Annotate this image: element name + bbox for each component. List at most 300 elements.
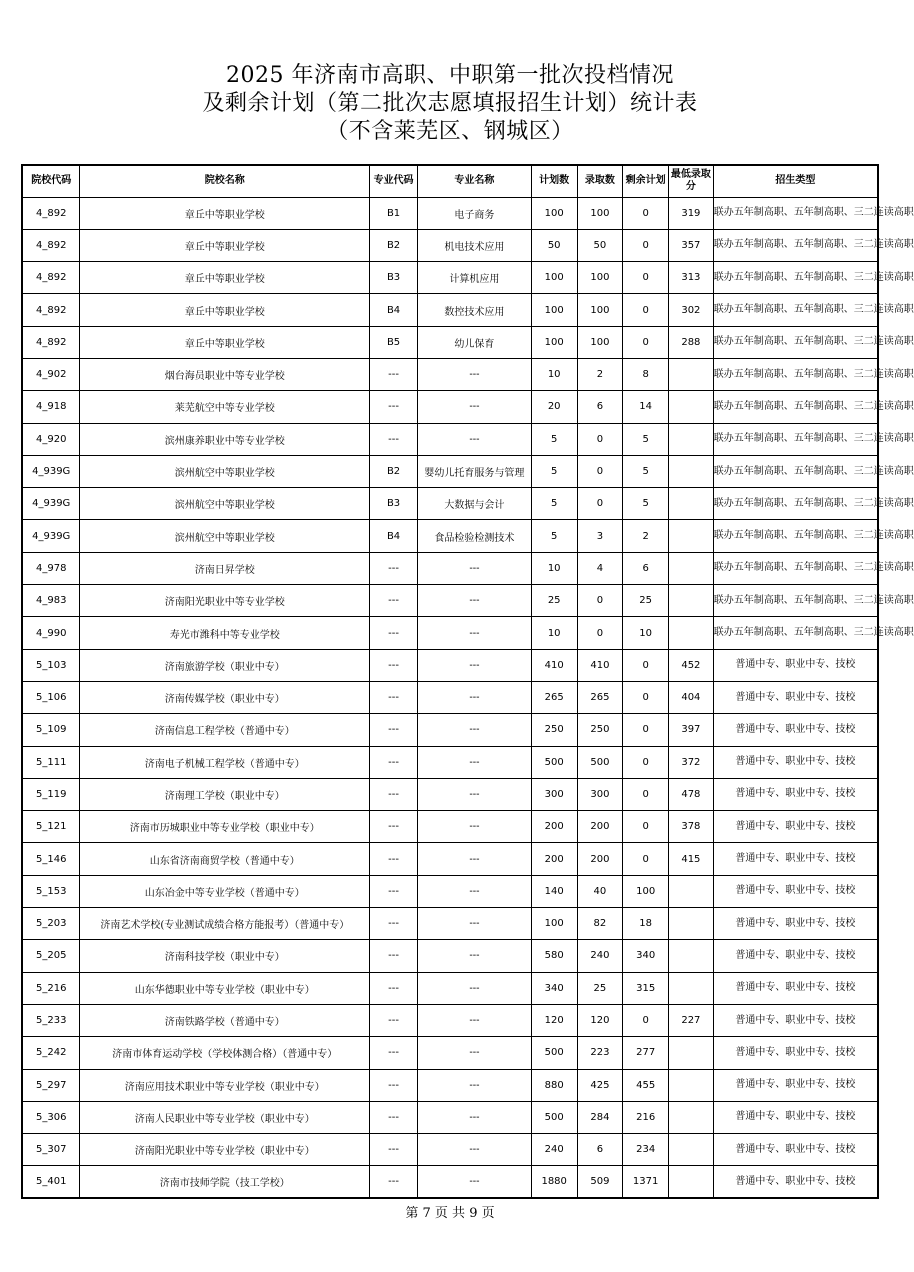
- type-cell: 联办五年制高职、五年制高职、三二连读高职: [713, 358, 878, 390]
- major-code-cell: B2: [370, 455, 418, 487]
- table-row: [22, 875, 878, 907]
- header-admitted: 录取数: [577, 165, 623, 197]
- school-code-cell: 4_892: [22, 262, 80, 294]
- remaining-cell: 8: [623, 358, 669, 390]
- type-cell: 普通中专、职业中专、技校: [713, 778, 878, 810]
- table-row: [22, 585, 878, 617]
- min-score-cell: [669, 908, 714, 940]
- type-cell: 普通中专、职业中专、技校: [713, 714, 878, 746]
- plan-cell: 10: [531, 552, 577, 584]
- type-cell: 普通中专、职业中专、技校: [713, 811, 878, 843]
- table-row: [22, 1004, 878, 1036]
- remaining-cell: 0: [623, 1004, 669, 1036]
- major-name-cell: ---: [417, 1037, 531, 1069]
- remaining-cell: 100: [623, 875, 669, 907]
- major-name-cell: ---: [417, 552, 531, 584]
- type-cell: 普通中专、职业中专、技校: [713, 1037, 878, 1069]
- school-code-cell: 5_306: [22, 1101, 80, 1133]
- admitted-cell: 4: [577, 552, 623, 584]
- admitted-cell: 2: [577, 358, 623, 390]
- remaining-cell: 0: [623, 326, 669, 358]
- min-score-cell: [669, 423, 714, 455]
- type-cell: 联办五年制高职、五年制高职、三二连读高职: [713, 520, 878, 552]
- major-code-cell: ---: [370, 617, 418, 649]
- remaining-cell: 2: [623, 520, 669, 552]
- document-title: [0, 62, 900, 146]
- type-cell: 普通中专、职业中专、技校: [713, 1069, 878, 1101]
- major-name-cell: 机电技术应用: [417, 229, 531, 261]
- school-name-cell: 济南日昇学校: [80, 552, 370, 584]
- major-name-cell: 计算机应用: [417, 262, 531, 294]
- title-line-2: 及剩余计划（第二批次志愿填报招生计划）统计表: [202, 91, 698, 116]
- major-code-cell: ---: [370, 843, 418, 875]
- table-row: [22, 972, 878, 1004]
- admitted-cell: 0: [577, 423, 623, 455]
- admitted-cell: 509: [577, 1166, 623, 1198]
- plan-cell: 10: [531, 358, 577, 390]
- table-row: [22, 811, 878, 843]
- min-score-cell: [669, 972, 714, 1004]
- table-row: [22, 1134, 878, 1166]
- plan-cell: 300: [531, 778, 577, 810]
- type-cell: 普通中专、职业中专、技校: [713, 1004, 878, 1036]
- school-code-cell: 5_109: [22, 714, 80, 746]
- plan-cell: 1880: [531, 1166, 577, 1198]
- min-score-cell: [669, 940, 714, 972]
- remaining-cell: 0: [623, 262, 669, 294]
- min-score-cell: [669, 1134, 714, 1166]
- school-code-cell: 5_106: [22, 681, 80, 713]
- school-code-cell: 5_307: [22, 1134, 80, 1166]
- major-code-cell: ---: [370, 778, 418, 810]
- table-row: [22, 197, 878, 229]
- school-name-cell: 山东省济南商贸学校（普通中专）: [80, 843, 370, 875]
- remaining-cell: 25: [623, 585, 669, 617]
- plan-cell: 100: [531, 262, 577, 294]
- remaining-cell: 5: [623, 455, 669, 487]
- school-code-cell: 5_297: [22, 1069, 80, 1101]
- admitted-cell: 100: [577, 262, 623, 294]
- school-name-cell: 烟台海员职业中等专业学校: [80, 358, 370, 390]
- min-score-cell: [669, 520, 714, 552]
- admitted-cell: 300: [577, 778, 623, 810]
- remaining-cell: 5: [623, 488, 669, 520]
- plan-cell: 880: [531, 1069, 577, 1101]
- type-cell: 联办五年制高职、五年制高职、三二连读高职: [713, 488, 878, 520]
- admitted-cell: 250: [577, 714, 623, 746]
- admitted-cell: 120: [577, 1004, 623, 1036]
- type-cell: 普通中专、职业中专、技校: [713, 1101, 878, 1133]
- school-code-cell: 4_978: [22, 552, 80, 584]
- major-code-cell: ---: [370, 552, 418, 584]
- min-score-cell: [669, 552, 714, 584]
- school-code-cell: 5_121: [22, 811, 80, 843]
- min-score-cell: [669, 455, 714, 487]
- major-code-cell: B1: [370, 197, 418, 229]
- school-name-cell: 济南传媒学校（职业中专）: [80, 681, 370, 713]
- school-name-cell: 济南电子机械工程学校（普通中专）: [80, 746, 370, 778]
- min-score-cell: [669, 358, 714, 390]
- school-name-cell: 山东华德职业中等专业学校（职业中专）: [80, 972, 370, 1004]
- major-code-cell: B3: [370, 262, 418, 294]
- major-code-cell: ---: [370, 908, 418, 940]
- school-code-cell: 5_153: [22, 875, 80, 907]
- remaining-cell: 0: [623, 294, 669, 326]
- table-row: [22, 714, 878, 746]
- table-row: [22, 746, 878, 778]
- school-code-cell: 4_939G: [22, 488, 80, 520]
- school-name-cell: 莱芜航空中等专业学校: [80, 391, 370, 423]
- major-code-cell: ---: [370, 1069, 418, 1101]
- school-code-cell: 4_902: [22, 358, 80, 390]
- school-code-cell: 4_892: [22, 294, 80, 326]
- major-name-cell: ---: [417, 1101, 531, 1133]
- table-row: [22, 552, 878, 584]
- min-score-cell: 288: [669, 326, 714, 358]
- table-row: [22, 843, 878, 875]
- major-code-cell: ---: [370, 972, 418, 1004]
- school-code-cell: 4_892: [22, 229, 80, 261]
- remaining-cell: 0: [623, 649, 669, 681]
- table-row: [22, 649, 878, 681]
- school-name-cell: 章丘中等职业学校: [80, 197, 370, 229]
- table-row: [22, 229, 878, 261]
- header-school-name: 院校名称: [80, 165, 370, 197]
- major-name-cell: 食品检验检测技术: [417, 520, 531, 552]
- plan-cell: 5: [531, 520, 577, 552]
- title-line-1: 2025 年济南市高职、中职第一批次投档情况: [226, 63, 674, 88]
- table-row: [22, 617, 878, 649]
- plan-cell: 500: [531, 1101, 577, 1133]
- plan-cell: 5: [531, 455, 577, 487]
- school-name-cell: 济南理工学校（职业中专）: [80, 778, 370, 810]
- major-code-cell: ---: [370, 585, 418, 617]
- admitted-cell: 50: [577, 229, 623, 261]
- min-score-cell: 452: [669, 649, 714, 681]
- admitted-cell: 425: [577, 1069, 623, 1101]
- major-name-cell: ---: [417, 1069, 531, 1101]
- type-cell: 联办五年制高职、五年制高职、三二连读高职: [713, 617, 878, 649]
- school-name-cell: 济南信息工程学校（普通中专）: [80, 714, 370, 746]
- major-code-cell: B3: [370, 488, 418, 520]
- type-cell: 联办五年制高职、五年制高职、三二连读高职: [713, 197, 878, 229]
- type-cell: 普通中专、职业中专、技校: [713, 875, 878, 907]
- major-name-cell: ---: [417, 585, 531, 617]
- remaining-cell: 216: [623, 1101, 669, 1133]
- min-score-cell: [669, 1037, 714, 1069]
- min-score-cell: 478: [669, 778, 714, 810]
- major-code-cell: ---: [370, 1037, 418, 1069]
- min-score-cell: 404: [669, 681, 714, 713]
- table-row: [22, 358, 878, 390]
- type-cell: 联办五年制高职、五年制高职、三二连读高职: [713, 326, 878, 358]
- major-name-cell: 大数据与会计: [417, 488, 531, 520]
- type-cell: 联办五年制高职、五年制高职、三二连读高职: [713, 455, 878, 487]
- type-cell: 普通中专、职业中专、技校: [713, 1166, 878, 1198]
- major-name-cell: 婴幼儿托育服务与管理: [417, 455, 531, 487]
- header-remaining: 剩余计划: [623, 165, 669, 197]
- major-name-cell: ---: [417, 617, 531, 649]
- type-cell: 普通中专、职业中专、技校: [713, 649, 878, 681]
- school-name-cell: 济南应用技术职业中等专业学校（职业中专）: [80, 1069, 370, 1101]
- major-name-cell: 电子商务: [417, 197, 531, 229]
- plan-cell: 140: [531, 875, 577, 907]
- school-code-cell: 5_119: [22, 778, 80, 810]
- admitted-cell: 6: [577, 391, 623, 423]
- plan-cell: 100: [531, 197, 577, 229]
- admission-table: [21, 164, 914, 1199]
- major-name-cell: ---: [417, 908, 531, 940]
- admitted-cell: 0: [577, 585, 623, 617]
- major-name-cell: ---: [417, 714, 531, 746]
- major-name-cell: ---: [417, 1166, 531, 1198]
- admitted-cell: 100: [577, 197, 623, 229]
- type-cell: 普通中专、职业中专、技校: [713, 746, 878, 778]
- remaining-cell: 0: [623, 778, 669, 810]
- major-name-cell: ---: [417, 778, 531, 810]
- remaining-cell: 5: [623, 423, 669, 455]
- plan-cell: 5: [531, 423, 577, 455]
- title-line-3: （不含莱芜区、钢城区）: [326, 119, 574, 144]
- school-name-cell: 济南艺术学校(专业测试成绩合格方能报考）（普通中专）: [80, 908, 370, 940]
- major-name-cell: ---: [417, 875, 531, 907]
- school-name-cell: 济南市历城职业中等专业学校（职业中专）: [80, 811, 370, 843]
- min-score-cell: 302: [669, 294, 714, 326]
- major-code-cell: ---: [370, 1004, 418, 1036]
- min-score-cell: 415: [669, 843, 714, 875]
- admitted-cell: 0: [577, 455, 623, 487]
- header-min-score: 最低录取分: [669, 165, 714, 197]
- table-row: [22, 1101, 878, 1133]
- admitted-cell: 223: [577, 1037, 623, 1069]
- table-row: [22, 681, 878, 713]
- min-score-cell: [669, 585, 714, 617]
- remaining-cell: 6: [623, 552, 669, 584]
- major-name-cell: ---: [417, 1134, 531, 1166]
- table-row: [22, 940, 878, 972]
- remaining-cell: 0: [623, 746, 669, 778]
- type-cell: 普通中专、职业中专、技校: [713, 940, 878, 972]
- major-code-cell: ---: [370, 714, 418, 746]
- table-body: [22, 197, 914, 1198]
- remaining-cell: 0: [623, 843, 669, 875]
- min-score-cell: 313: [669, 262, 714, 294]
- school-name-cell: 章丘中等职业学校: [80, 229, 370, 261]
- plan-cell: 410: [531, 649, 577, 681]
- table-row: [22, 423, 878, 455]
- table-row: [22, 488, 878, 520]
- type-cell: 普通中专、职业中专、技校: [713, 972, 878, 1004]
- table-row: [22, 908, 878, 940]
- type-cell: 联办五年制高职、五年制高职、三二连读高职: [713, 262, 878, 294]
- school-code-cell: 5_103: [22, 649, 80, 681]
- remaining-cell: 0: [623, 681, 669, 713]
- plan-cell: 20: [531, 391, 577, 423]
- admitted-cell: 240: [577, 940, 623, 972]
- min-score-cell: 227: [669, 1004, 714, 1036]
- type-cell: 联办五年制高职、五年制高职、三二连读高职: [713, 229, 878, 261]
- min-score-cell: [669, 488, 714, 520]
- type-cell: 普通中专、职业中专、技校: [713, 681, 878, 713]
- type-cell: 联办五年制高职、五年制高职、三二连读高职: [713, 552, 878, 584]
- table-row: [22, 1037, 878, 1069]
- major-name-cell: ---: [417, 358, 531, 390]
- major-code-cell: B5: [370, 326, 418, 358]
- school-name-cell: 章丘中等职业学校: [80, 326, 370, 358]
- header-row: [22, 165, 878, 197]
- major-code-cell: ---: [370, 681, 418, 713]
- school-code-cell: 5_233: [22, 1004, 80, 1036]
- school-name-cell: 寿光市潍科中等专业学校: [80, 617, 370, 649]
- plan-cell: 25: [531, 585, 577, 617]
- header-plan: 计划数: [531, 165, 577, 197]
- remaining-cell: 340: [623, 940, 669, 972]
- plan-cell: 265: [531, 681, 577, 713]
- admitted-cell: 0: [577, 488, 623, 520]
- admitted-cell: 40: [577, 875, 623, 907]
- min-score-cell: 397: [669, 714, 714, 746]
- major-code-cell: ---: [370, 1101, 418, 1133]
- min-score-cell: [669, 391, 714, 423]
- school-name-cell: 章丘中等职业学校: [80, 294, 370, 326]
- table-row: [22, 520, 878, 552]
- major-name-cell: ---: [417, 649, 531, 681]
- remaining-cell: 0: [623, 811, 669, 843]
- school-name-cell: 济南科技学校（职业中专）: [80, 940, 370, 972]
- school-code-cell: 4_918: [22, 391, 80, 423]
- major-name-cell: ---: [417, 746, 531, 778]
- major-code-cell: ---: [370, 811, 418, 843]
- remaining-cell: 234: [623, 1134, 669, 1166]
- major-code-cell: ---: [370, 423, 418, 455]
- school-name-cell: 济南市技师学院（技工学校）: [80, 1166, 370, 1198]
- plan-cell: 500: [531, 746, 577, 778]
- plan-cell: 580: [531, 940, 577, 972]
- remaining-cell: 455: [623, 1069, 669, 1101]
- major-code-cell: B2: [370, 229, 418, 261]
- remaining-cell: 0: [623, 714, 669, 746]
- plan-cell: 200: [531, 843, 577, 875]
- school-code-cell: 4_939G: [22, 455, 80, 487]
- plan-cell: 240: [531, 1134, 577, 1166]
- admitted-cell: 100: [577, 294, 623, 326]
- major-name-cell: ---: [417, 1004, 531, 1036]
- table-row: [22, 455, 878, 487]
- admitted-cell: 82: [577, 908, 623, 940]
- plan-cell: 100: [531, 908, 577, 940]
- plan-cell: 250: [531, 714, 577, 746]
- header-type: 招生类型: [713, 165, 878, 197]
- school-code-cell: 5_203: [22, 908, 80, 940]
- min-score-cell: 357: [669, 229, 714, 261]
- min-score-cell: [669, 1166, 714, 1198]
- school-name-cell: 滨州康养职业中等专业学校: [80, 423, 370, 455]
- major-name-cell: ---: [417, 681, 531, 713]
- major-name-cell: ---: [417, 811, 531, 843]
- type-cell: 联办五年制高职、五年制高职、三二连读高职: [713, 391, 878, 423]
- major-code-cell: ---: [370, 875, 418, 907]
- school-name-cell: 章丘中等职业学校: [80, 262, 370, 294]
- major-name-cell: ---: [417, 391, 531, 423]
- table-row: [22, 778, 878, 810]
- major-name-cell: ---: [417, 940, 531, 972]
- major-code-cell: ---: [370, 746, 418, 778]
- school-code-cell: 5_205: [22, 940, 80, 972]
- admitted-cell: 0: [577, 617, 623, 649]
- admitted-cell: 6: [577, 1134, 623, 1166]
- school-code-cell: 4_990: [22, 617, 80, 649]
- header-school-code: 院校代码: [22, 165, 80, 197]
- admitted-cell: 3: [577, 520, 623, 552]
- admitted-cell: 265: [577, 681, 623, 713]
- major-code-cell: ---: [370, 1134, 418, 1166]
- plan-cell: 500: [531, 1037, 577, 1069]
- plan-cell: 100: [531, 326, 577, 358]
- remaining-cell: 0: [623, 229, 669, 261]
- school-code-cell: 5_401: [22, 1166, 80, 1198]
- school-code-cell: 4_920: [22, 423, 80, 455]
- min-score-cell: [669, 1069, 714, 1101]
- admitted-cell: 100: [577, 326, 623, 358]
- admitted-cell: 284: [577, 1101, 623, 1133]
- remaining-cell: 277: [623, 1037, 669, 1069]
- school-code-cell: 4_939G: [22, 520, 80, 552]
- table-row: [22, 1069, 878, 1101]
- remaining-cell: 1371: [623, 1166, 669, 1198]
- type-cell: 普通中专、职业中专、技校: [713, 843, 878, 875]
- table-row: [22, 326, 878, 358]
- school-name-cell: 山东冶金中等专业学校（普通中专）: [80, 875, 370, 907]
- major-code-cell: ---: [370, 358, 418, 390]
- min-score-cell: [669, 617, 714, 649]
- school-name-cell: 济南市体育运动学校（学校体测合格）（普通中专）: [80, 1037, 370, 1069]
- type-cell: 联办五年制高职、五年制高职、三二连读高职: [713, 294, 878, 326]
- admitted-cell: 200: [577, 843, 623, 875]
- table-row: [22, 294, 878, 326]
- plan-cell: 120: [531, 1004, 577, 1036]
- major-code-cell: ---: [370, 1166, 418, 1198]
- plan-cell: 50: [531, 229, 577, 261]
- plan-cell: 340: [531, 972, 577, 1004]
- admitted-cell: 500: [577, 746, 623, 778]
- header-major-name: 专业名称: [417, 165, 531, 197]
- school-name-cell: 济南阳光职业中等专业学校: [80, 585, 370, 617]
- major-code-cell: B4: [370, 294, 418, 326]
- remaining-cell: 10: [623, 617, 669, 649]
- major-name-cell: 幼儿保育: [417, 326, 531, 358]
- school-code-cell: 5_146: [22, 843, 80, 875]
- header-major-code: 专业代码: [370, 165, 418, 197]
- school-name-cell: 济南人民职业中等专业学校（职业中专）: [80, 1101, 370, 1133]
- school-name-cell: 滨州航空中等职业学校: [80, 488, 370, 520]
- type-cell: 联办五年制高职、五年制高职、三二连读高职: [713, 585, 878, 617]
- remaining-cell: 315: [623, 972, 669, 1004]
- school-code-cell: 5_242: [22, 1037, 80, 1069]
- remaining-cell: 0: [623, 197, 669, 229]
- school-code-cell: 4_983: [22, 585, 80, 617]
- school-name-cell: 滨州航空中等职业学校: [80, 455, 370, 487]
- school-name-cell: 济南铁路学校（普通中专）: [80, 1004, 370, 1036]
- school-code-cell: 5_216: [22, 972, 80, 1004]
- min-score-cell: 372: [669, 746, 714, 778]
- plan-cell: 10: [531, 617, 577, 649]
- major-name-cell: ---: [417, 972, 531, 1004]
- table-row: [22, 391, 878, 423]
- remaining-cell: 18: [623, 908, 669, 940]
- major-code-cell: ---: [370, 649, 418, 681]
- major-name-cell: ---: [417, 843, 531, 875]
- school-code-cell: 5_111: [22, 746, 80, 778]
